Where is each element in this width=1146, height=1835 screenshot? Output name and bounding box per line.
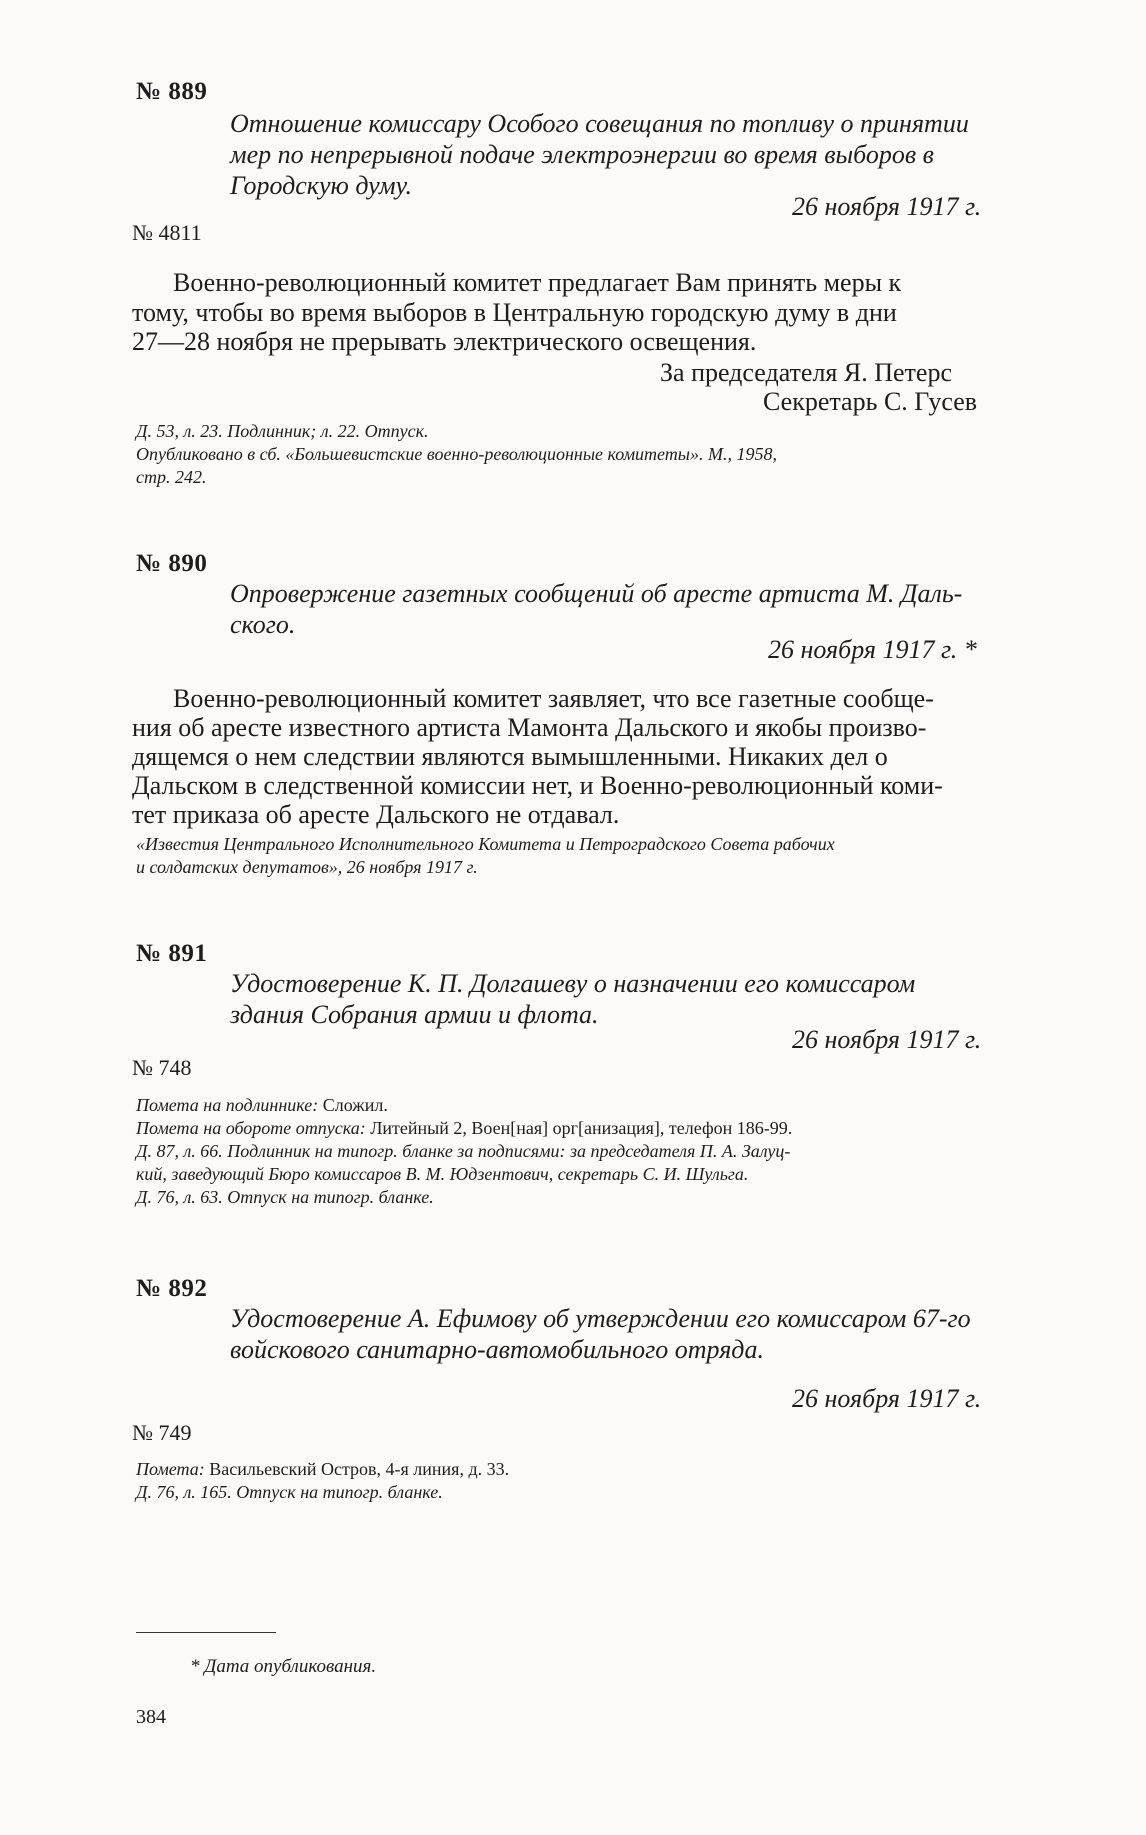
doc-890-body-line-5: тет приказа об аресте Дальского не отдавал. xyxy=(132,800,620,829)
doc-890-number: № 890 xyxy=(136,550,208,577)
doc-889-date: 26 ноября 1917 г. xyxy=(792,192,982,221)
doc-892-note-2: Д. 76, л. 165. Отпуск на типогр. бланке. xyxy=(136,1482,443,1502)
doc-892-title-line-2: войскового санитарно-автомобильного отряда. xyxy=(230,1335,764,1364)
doc-891-title-line-2: здания Собрания армии и флота. xyxy=(230,1000,599,1029)
doc-890-body-line-4: Дальском в следственной комиссии нет, и Военно-революционный коми- xyxy=(132,771,943,800)
doc-889-sub-number: № 4811 xyxy=(132,220,202,245)
doc-891-note-1: Помета на подлиннике: Сложил. xyxy=(136,1095,388,1115)
doc-889-note-3: стр. 242. xyxy=(136,467,207,487)
doc-892-note-1: Помета: Васильевский Остров, 4-я линия, д. 33. xyxy=(136,1459,510,1479)
doc-890-note-1: «Известия Центрального Исполнительного Комитета и Петроградского Совета рабочих xyxy=(136,834,835,854)
doc-889-number: № 889 xyxy=(136,78,208,105)
doc-891-note-5: Д. 76, л. 63. Отпуск на типогр. бланке. xyxy=(136,1187,434,1207)
doc-890-body-line-1: Военно-революционный комитет заявляет, что все газетные сообще- xyxy=(173,684,934,713)
doc-889-body-line-3: 27—28 ноября не прерывать электрического освещения. xyxy=(132,327,757,356)
doc-891-note-2: Помета на обороте отпуска: Литейный 2, Воен[ная] орг[анизация], телефон 186-99. xyxy=(136,1118,793,1138)
doc-889-signature-chair: За председателя Я. Петерс xyxy=(660,358,952,387)
doc-889-title-line-3: Городскую думу. xyxy=(230,171,413,200)
doc-891-sub-number: № 748 xyxy=(132,1055,192,1080)
doc-889-note-2: Опубликовано в сб. «Большевистские военно-революционные комитеты». М., 1958, xyxy=(136,444,777,464)
doc-889-signature-secretary: Секретарь С. Гусев xyxy=(763,387,978,416)
doc-890-body-line-3: дящемся о нем следствии являются вымышленными. Никаких дел о xyxy=(132,742,888,771)
footnote: * Дата опубликования. xyxy=(190,1656,377,1677)
doc-892-number: № 892 xyxy=(136,1275,208,1302)
page-number: 384 xyxy=(136,1706,166,1728)
doc-892-sub-number: № 749 xyxy=(132,1420,192,1445)
doc-891-note-3: Д. 87, л. 66. Подлинник на типогр. бланке за подписями: за председателя П. А. Залуц- xyxy=(136,1141,791,1161)
doc-889-title-line-1: Отношение комиссару Особого совещания по топливу о принятии xyxy=(230,109,969,138)
doc-889-title-line-2: мер по непрерывной подаче электроэнергии во время выборов в xyxy=(230,140,934,169)
doc-889-body-line-2: тому, чтобы во время выборов в Центральную городскую думу в дни xyxy=(132,298,897,327)
doc-891-date: 26 ноября 1917 г. xyxy=(792,1025,982,1054)
doc-890-title-line-2: ского. xyxy=(230,610,296,639)
doc-889-body-line-1: Военно-революционный комитет предлагает Вам принять меры к xyxy=(173,268,902,297)
doc-889-note-1: Д. 53, л. 23. Подлинник; л. 22. Отпуск. xyxy=(136,421,429,441)
doc-890-note-2: и солдатских депутатов», 26 ноября 1917 г. xyxy=(136,857,478,877)
doc-891-title-line-1: Удостоверение К. П. Долгашеву о назначении его комиссаром xyxy=(230,969,916,998)
footnote-divider xyxy=(136,1632,276,1633)
doc-892-date: 26 ноября 1917 г. xyxy=(792,1384,982,1413)
doc-890-title-line-1: Опровержение газетных сообщений об аресте артиста М. Даль- xyxy=(230,579,963,608)
doc-891-number: № 891 xyxy=(136,940,208,967)
doc-891-note-4: кий, заведующий Бюро комиссаров В. М. Юдзентович, секретарь С. И. Шульга. xyxy=(136,1164,749,1184)
doc-890-date: 26 ноября 1917 г. * xyxy=(768,635,977,664)
doc-890-body-line-2: ния об аресте известного артиста Мамонта Дальского и якобы произво- xyxy=(132,713,927,742)
doc-892-title-line-1: Удостоверение А. Ефимову об утверждении его комиссаром 67-го xyxy=(230,1304,971,1333)
